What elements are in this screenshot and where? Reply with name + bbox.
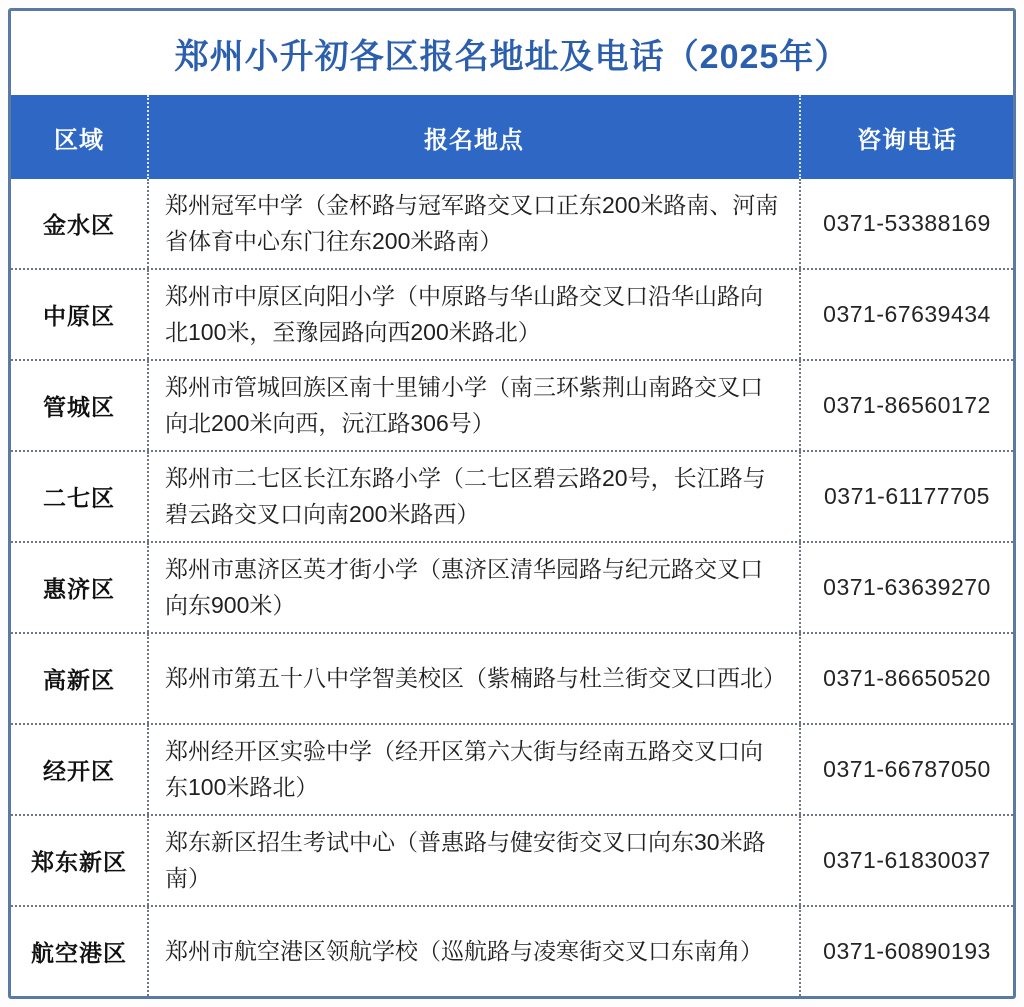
phone-cell: 0371-61830037 bbox=[799, 816, 1013, 905]
address-cell: 郑州冠军中学（金杯路与冠军路交叉口正东200米路南、河南省体育中心东门往东200米路南） bbox=[147, 179, 799, 268]
column-header-address: 报名地点 bbox=[147, 95, 799, 179]
registration-table bbox=[8, 8, 1016, 999]
phone-cell: 0371-86650520 bbox=[799, 634, 1013, 723]
address-cell: 郑州经开区实验中学（经开区第六大街与经南五路交叉口向东100米路北） bbox=[147, 725, 799, 814]
table-row bbox=[11, 268, 1013, 359]
region-cell: 管城区 bbox=[43, 394, 115, 420]
region-cell: 高新区 bbox=[43, 667, 115, 693]
region-cell: 郑东新区 bbox=[31, 849, 127, 875]
address-cell: 郑州市惠济区英才街小学（惠济区清华园路与纪元路交叉口向东900米） bbox=[147, 543, 799, 632]
table-header-row bbox=[11, 95, 1013, 179]
table-row bbox=[11, 359, 1013, 450]
table-row bbox=[11, 905, 1013, 996]
phone-cell: 0371-86560172 bbox=[799, 361, 1013, 450]
column-header-phone: 咨询电话 bbox=[799, 95, 1013, 179]
title-band bbox=[11, 11, 1013, 95]
region-cell: 二七区 bbox=[43, 485, 115, 511]
table-row bbox=[11, 814, 1013, 905]
table-row bbox=[11, 723, 1013, 814]
column-header-region: 区域 bbox=[54, 126, 104, 154]
phone-cell: 0371-53388169 bbox=[799, 179, 1013, 268]
table-row bbox=[11, 179, 1013, 268]
region-cell: 金水区 bbox=[43, 212, 115, 238]
table-row bbox=[11, 632, 1013, 723]
region-cell: 中原区 bbox=[43, 303, 115, 329]
phone-cell: 0371-66787050 bbox=[799, 725, 1013, 814]
phone-cell: 0371-60890193 bbox=[799, 907, 1013, 996]
phone-cell: 0371-61177705 bbox=[799, 452, 1013, 541]
region-cell: 航空港区 bbox=[31, 940, 127, 966]
address-cell: 郑州市航空港区领航学校（巡航路与凌寒街交叉口东南角） bbox=[147, 907, 799, 996]
region-cell: 经开区 bbox=[43, 758, 115, 784]
region-cell: 惠济区 bbox=[43, 576, 115, 602]
table-row bbox=[11, 541, 1013, 632]
phone-cell: 0371-63639270 bbox=[799, 543, 1013, 632]
address-cell: 郑东新区招生考试中心（普惠路与健安街交叉口向东30米路南） bbox=[147, 816, 799, 905]
phone-cell: 0371-67639434 bbox=[799, 270, 1013, 359]
table-body bbox=[11, 179, 1013, 996]
address-cell: 郑州市二七区长江东路小学（二七区碧云路20号，长江路与碧云路交叉口向南200米路西） bbox=[147, 452, 799, 541]
address-cell: 郑州市第五十八中学智美校区（紫楠路与杜兰街交叉口西北） bbox=[147, 634, 799, 723]
page-title: 郑州小升初各区报名地址及电话（2025年） bbox=[174, 37, 850, 76]
address-cell: 郑州市管城回族区南十里铺小学（南三环紫荆山南路交叉口向北200米向西，沅江路306号） bbox=[147, 361, 799, 450]
table-row bbox=[11, 450, 1013, 541]
address-cell: 郑州市中原区向阳小学（中原路与华山路交叉口沿华山路向北100米，至豫园路向西200米路北） bbox=[147, 270, 799, 359]
